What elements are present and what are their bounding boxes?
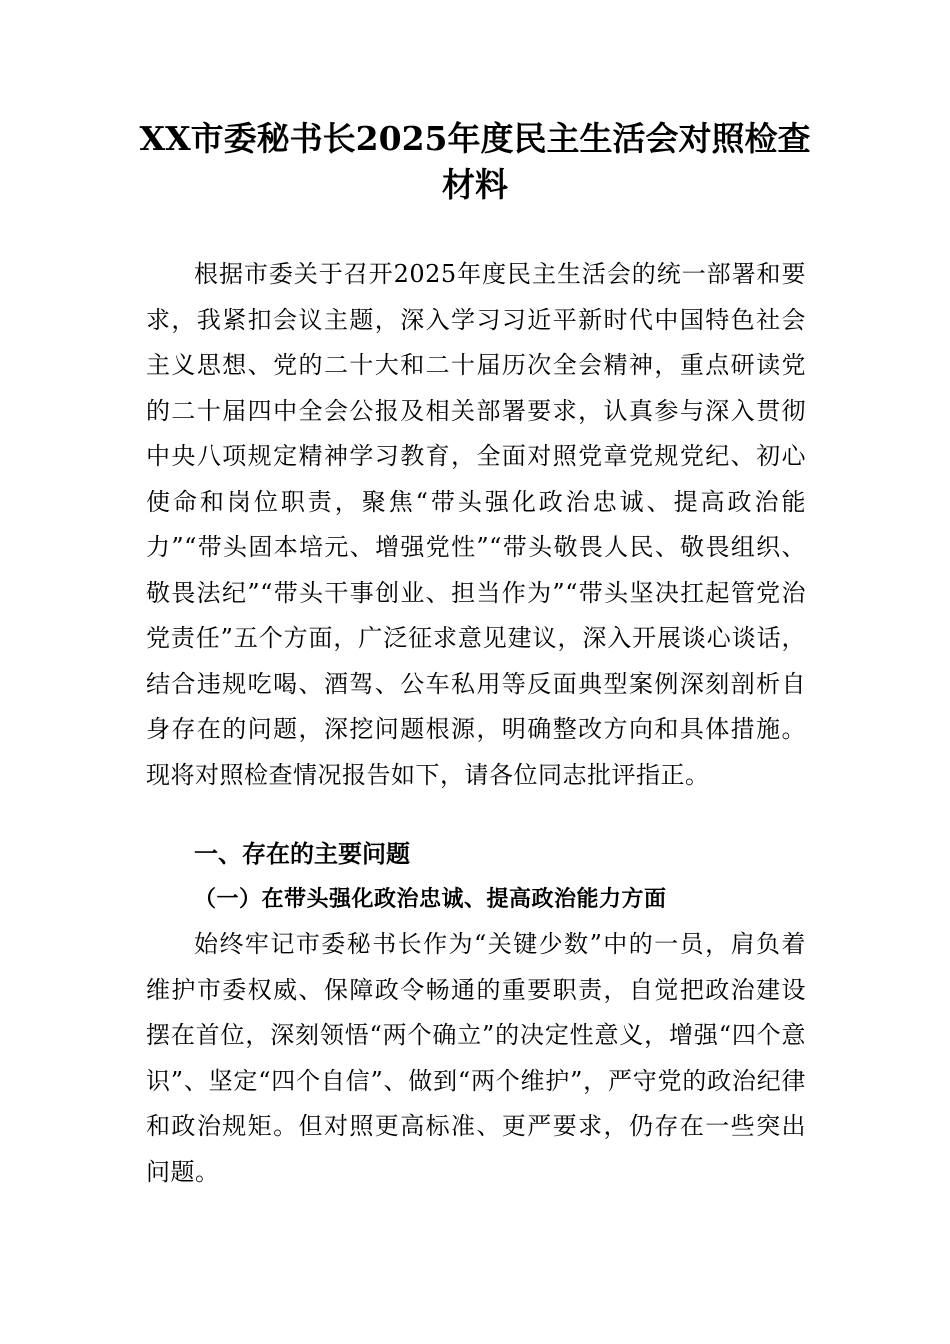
subsection-paragraph: 始终牢记市委秘书长作为“关键少数”中的一员，肩负着维护市委权威、保障政令畅通的重要职责，自觉把政治建设摆在首位，深刻领悟“两个确立”的决定性意义，增强“四个意识”、坚定“四个自信”、做到“两个维护”，严守党的政治纪律和政治规矩。但对照更高标准、更严要求，仍存在一些突出问题。 — [146, 930, 806, 1186]
intro-paragraph: 根据市委关于召开2025年度民主生活会的统一部署和要求，我紧扣会议主题，深入学习习近平新时代中国特色社会主义思想、党的二十大和二十届历次全会精神，重点研读党的二十届四中全会公报及相关部署要求，认真参与深入贯彻中央八项规定精神学习教育，全面对照党章党规党纪、初心使命和岗位职责，聚焦“带头强化政治忠诚、提高政治能力”“带头固本培元、增强党性”“带头敬畏人民、敬畏组织、敬畏法纪”“带头干事创业、担当作为”“带头坚决扛起管党治党责任”五个方面，广泛征求意见建议，深入开展谈心谈话，结合违规吃喝、酒驾、公车私用等反面典型案例深刻剖析自身存在的问题，深挖问题根源，明确整改方向和具体措施。现将对照检查情况报告如下，请各位同志批评指正。 — [146, 260, 806, 789]
section-heading: 一、存在的主要问题 — [194, 840, 410, 868]
subsection-heading: （一）在带头强化政治忠诚、提高政治能力方面 — [194, 886, 667, 912]
document-title: XX市委秘书长2025年度民主生活会对照检查材料 — [139, 119, 811, 204]
